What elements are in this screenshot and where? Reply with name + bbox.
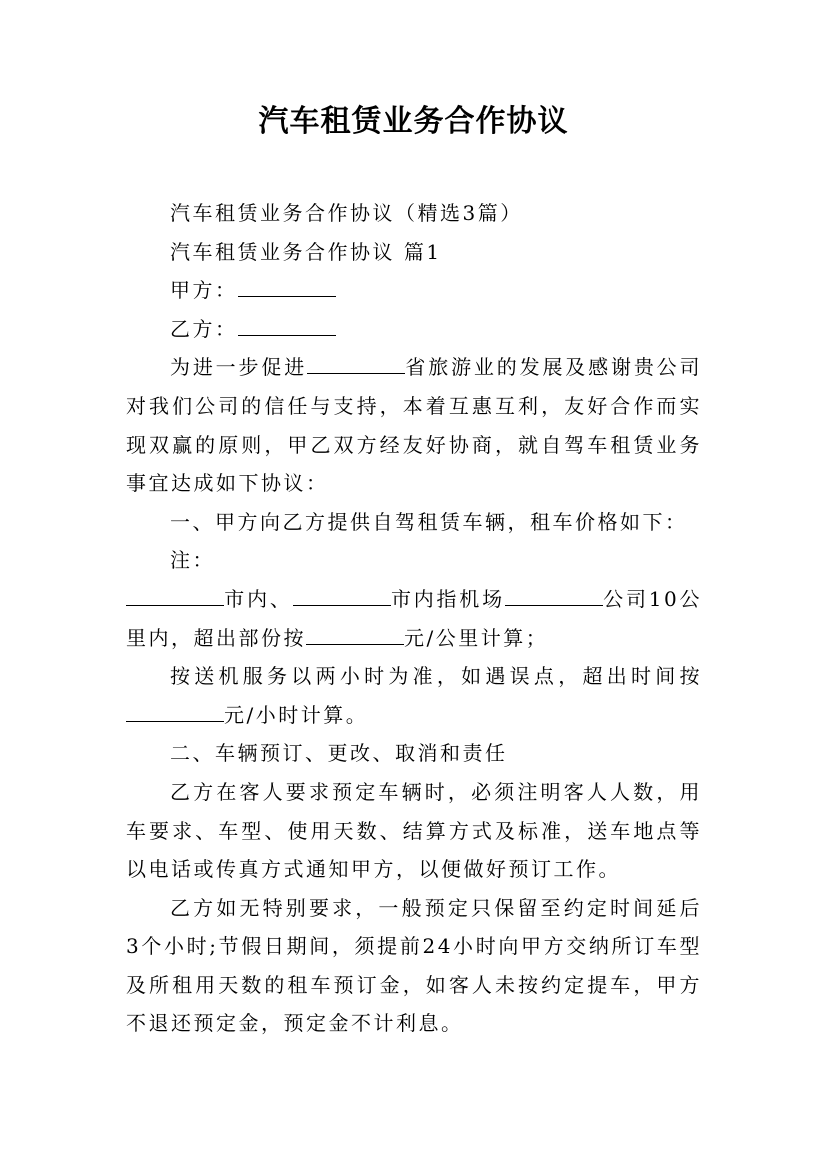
party-b-blank [238, 316, 336, 336]
price-text-4: 元/公里计算； [404, 625, 549, 650]
clause-1: 一、甲方向乙方提供自驾租赁车辆，租车价格如下： [170, 509, 688, 534]
party-b-line [126, 310, 702, 349]
booking-paragraph: 乙方在客人要求预定车辆时，必须注明客人人数，用车要求、车型、使用天数、结算方式及标准，送车地点等以电话或传真方式通知甲方，以便做好预订工作。 [126, 779, 702, 882]
party-b-label: 乙方： [170, 316, 238, 341]
note-label: 注： [170, 548, 215, 573]
party-a-line [126, 271, 702, 310]
city-blank-1 [126, 586, 224, 606]
per-km-blank [306, 625, 404, 645]
document-body [126, 194, 702, 1043]
clause-2: 二、车辆预订、更改、取消和责任 [170, 741, 508, 766]
price-text-2: 市内指机场 [390, 586, 505, 611]
province-blank [307, 354, 405, 374]
intro-paragraph [126, 348, 702, 502]
pickup-paragraph [126, 657, 702, 734]
airport-blank [505, 586, 603, 606]
per-hour-blank [126, 702, 224, 722]
price-text-1: 市内、 [224, 586, 293, 611]
subtitle-paragraph: 汽车租赁业务合作协议（精选3篇） [170, 201, 523, 225]
pickup-text-1: 按送机服务以两小时为准，如遇误点，超出时间按 [170, 664, 702, 689]
section-heading: 汽车租赁业务合作协议 篇1 [170, 239, 442, 264]
pickup-text-2: 元/小时计算。 [224, 702, 369, 727]
reservation-paragraph: 乙方如无特别要求，一般预定只保留至约定时间延后3个小时;节假日期间，须提前24小时向甲方交纳所订车型及所租用天数的租车预订金，如客人未按约定提车，甲方不退还预定金，预定金不计利息。 [126, 895, 702, 1036]
price-text-3: 公司10公里内，超出部份按 [126, 586, 702, 650]
party-a-label: 甲方： [170, 278, 238, 303]
city-blank-2 [293, 586, 391, 606]
document-title: 汽车租赁业务合作协议 [258, 104, 569, 139]
intro-text-1: 为进一步促进 [170, 355, 308, 380]
intro-text-2: 省旅游业的发展及感谢贵公司对我们公司的信任与支持，本着互惠互利，友好合作而实现双赢的原则，甲乙双方经友好协商，就自驾车租赁业务事宜达成如下协议： [126, 355, 703, 496]
price-paragraph [126, 580, 702, 657]
party-a-blank [238, 277, 336, 297]
